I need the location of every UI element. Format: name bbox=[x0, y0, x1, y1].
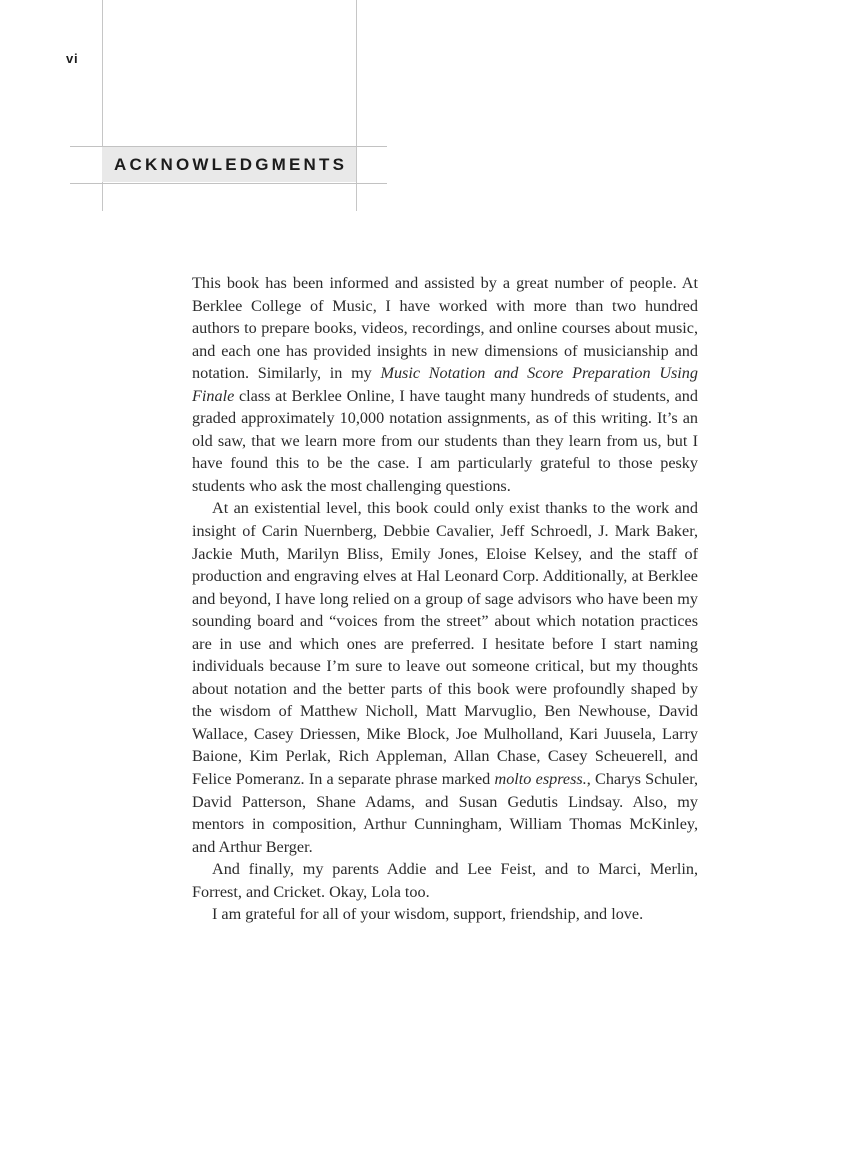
text-run: At an existential level, this book could only exist thanks to the work and insight of Carin Nuernberg, Debbie Cavalier, Jeff Schroedl, J. Mark Baker, Jackie Muth, Marilyn Bliss, Emily Jones, Eloise Kelsey, and the staff of production and engraving elves at Hal Leonard Corp. Additionally, at Berklee and beyond, I have long relied on a group of sage advisors who have been my sounding board and “voices from the street” about which notation practices are in use and which ones are preferred. I hesitate before I start naming individuals because I’m sure to leave out someone critical, but my thoughts about notation and the better parts of this book were profoundly shaped by the wisdom of Matthew Nicholl, Matt Marvuglio, Ben Newhouse, David Wallace, Casey Driessen, Mike Block, Joe Mulholland, Kari Juusela, Larry Baione, Kim Perlak, Rich Appleman, Allan Chase, Casey Scheuerell, and Felice Pomeranz. In a separate phrase marked bbox=[192, 499, 698, 789]
text-run: And finally, my parents Addie and Lee Feist, and to Marci, Merlin, Forrest, and Cricket. Okay, Lola too. bbox=[192, 860, 698, 901]
page-number: vi bbox=[66, 51, 79, 66]
paragraph bbox=[192, 903, 698, 926]
text-run: I am grateful for all of your wisdom, support, friendship, and love. bbox=[212, 905, 644, 924]
chapter-header-box bbox=[102, 147, 356, 182]
paragraph bbox=[192, 272, 698, 497]
chapter-title: ACKNOWLEDGMENTS bbox=[114, 154, 348, 174]
paragraph bbox=[192, 497, 698, 858]
italic-text-run: Music Notation and Score Preparation Using Finale bbox=[192, 364, 698, 405]
italic-text-run: molto espress. bbox=[494, 770, 587, 789]
right-vertical-rule bbox=[356, 0, 357, 211]
text-run: class at Berklee Online, I have taught many hundreds of students, and graded approximately 10,000 notation assignments, as of this writing. It’s an old saw, that we learn more from our students than they learn from us, but I have found this to be the case. I am particularly grateful to those pesky students who ask the most challenging questions. bbox=[192, 386, 698, 495]
text-run: This book has been informed and assisted by a great number of people. At Berklee College of Music, I have worked with more than two hundred authors to prepare books, videos, recordings, and online courses about music, and each one has provided insights in new dimensions of musicianship and notation. Similarly, in my bbox=[192, 274, 698, 383]
text-run: , Charys Schuler, David Patterson, Shane Adams, and Susan Gedutis Lindsay. Also, my mentors in composition, Arthur Cunningham, William Thomas McKinley, and Arthur Berger. bbox=[192, 770, 698, 856]
header-bottom-rule bbox=[70, 183, 387, 184]
body-text bbox=[192, 272, 698, 926]
paragraph bbox=[192, 858, 698, 903]
